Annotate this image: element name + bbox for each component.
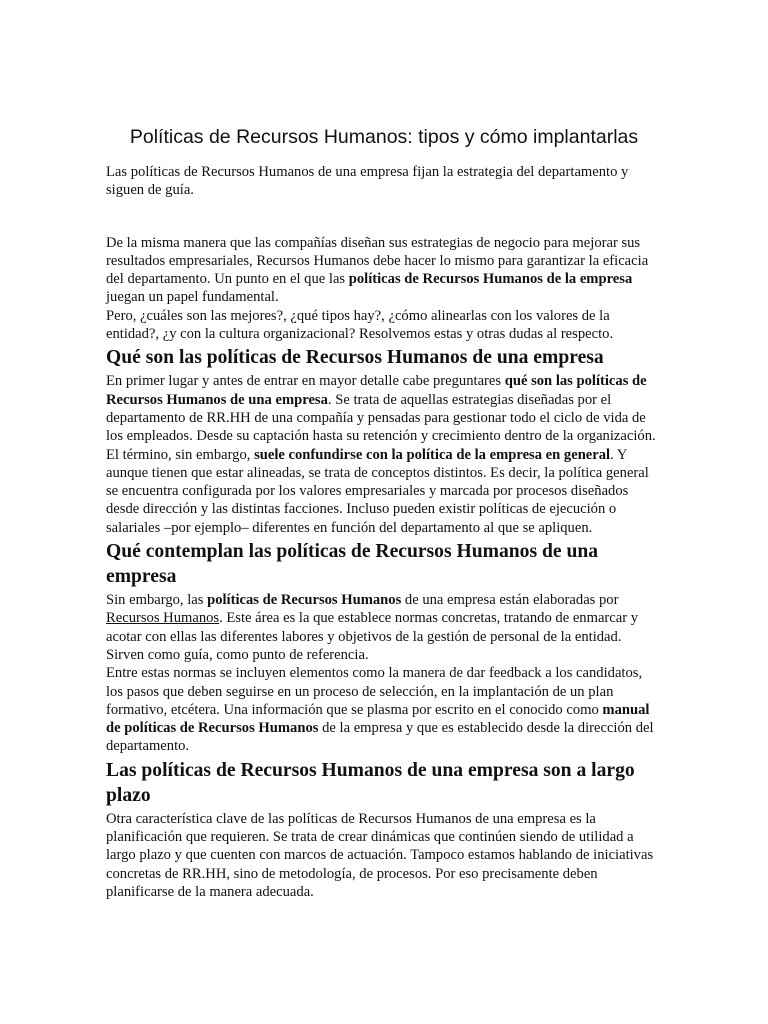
bold-text: políticas de Recursos Humanos de la empresa: [348, 271, 633, 288]
section1-paragraph-2: [106, 446, 662, 537]
section2-paragraph-2: [106, 664, 662, 755]
section1-paragraph-1: [106, 372, 662, 445]
text-run: juegan un papel fundamental.: [106, 289, 279, 306]
text-run: Entre estas normas se incluyen elementos como la manera de dar feedback a los candidatos, los pasos que deben seguirse en un proceso de selección, en la implantación de un plan formativo, etcétera. Una información que se plasma por escrito en el conocido como: [106, 665, 643, 718]
intro-text: Las políticas de Recursos Humanos de una empresa fijan la estrategia del departamento y siguen de guía.: [106, 164, 629, 199]
section3-paragraph-1: [106, 810, 662, 901]
text-run: Pero, ¿cuáles son las mejores?, ¿qué tipos hay?, ¿cómo alinearlas con los valores de la entidad?, ¿y con la cultura organizacional? Resolvemos estas y otras dudas al respecto.: [106, 307, 614, 343]
section-heading-2: Qué contemplan las políticas de Recursos Humanos de una empresa: [106, 541, 599, 588]
section2-paragraph-1: [106, 591, 662, 664]
bold-text: qué son las políticas de Recursos Humanos de una empresa: [106, 373, 647, 408]
text-run: . Y aunque tienen que estar alineadas, se trata de conceptos distintos. Es decir, la política general se encuentra configurada por los valores empresariales y marcada por procesos diseñados desde dirección y las distintas facciones. Incluso pueden existir políticas de ejecución o salariales –por ejemplo– diferentes en función del departamento al que se apliquen.: [106, 446, 649, 536]
text-run: En primer lugar y antes de entrar en mayor detalle cabe preguntares: [106, 373, 505, 390]
bold-text: políticas de Recursos Humanos: [207, 592, 402, 609]
intro-paragraph-2: [106, 234, 662, 307]
text-run: . Se trata de aquellas estrategias diseñadas por el departamento de RR.HH de una compañía y pensadas para gestionar todo el ciclo de vida de los empleados. Desde su captación hasta su retención y crecimiento dentro de la organización.: [106, 391, 656, 445]
document-title: Políticas de Recursos Humanos: tipos y cómo implantarlas: [129, 126, 639, 148]
text-run: de la empresa y que es establecido desde la dirección del departamento.: [106, 720, 654, 755]
intro-paragraph: [106, 163, 662, 200]
bold-text: suele confundirse con la política de la empresa en general: [254, 446, 611, 463]
bold-text: manual de políticas de Recursos Humanos: [106, 701, 650, 737]
recursos-humanos-link[interactable]: Recursos Humanos: [106, 610, 220, 627]
text-run: El término, sin embargo,: [106, 446, 255, 463]
text-run: Sin embargo, las: [106, 592, 208, 609]
text-run: De la misma manera que las compañías diseñan sus estrategias de negocio para mejorar sus resultados empresariales, Recursos Humanos debe hacer lo mismo para garantizar la eficacia del departamento. Un punto en el que las: [106, 234, 649, 288]
intro-paragraph-3: [106, 307, 662, 344]
document-body: [106, 163, 662, 901]
text-run: de una empresa están elaboradas por: [401, 592, 619, 609]
section-heading-1: Qué son las políticas de Recursos Humanos de una empresa: [106, 347, 604, 369]
text-run: . Este área es la que establece normas concretas, tratando de enmarcar y acotar con ellas las diferentes labores y objetivos de la gestión de personal de la entidad. Sirven como guía, como punto de referencia.: [106, 610, 639, 663]
section-heading-3: Las políticas de Recursos Humanos de una empresa son a largo plazo: [106, 759, 635, 806]
text-run: Otra característica clave de las políticas de Recursos Humanos de una empresa es la planificación que requieren. Se trata de crear dinámicas que continúen siendo de utilidad a largo plazo y que cuenten con marcos de actuación. Tampoco estamos hablando de iniciativas concretas de RR.HH, sino de metodología, de procesos. Por eso precisamente deben planificarse de la manera adecuada.: [106, 810, 654, 900]
